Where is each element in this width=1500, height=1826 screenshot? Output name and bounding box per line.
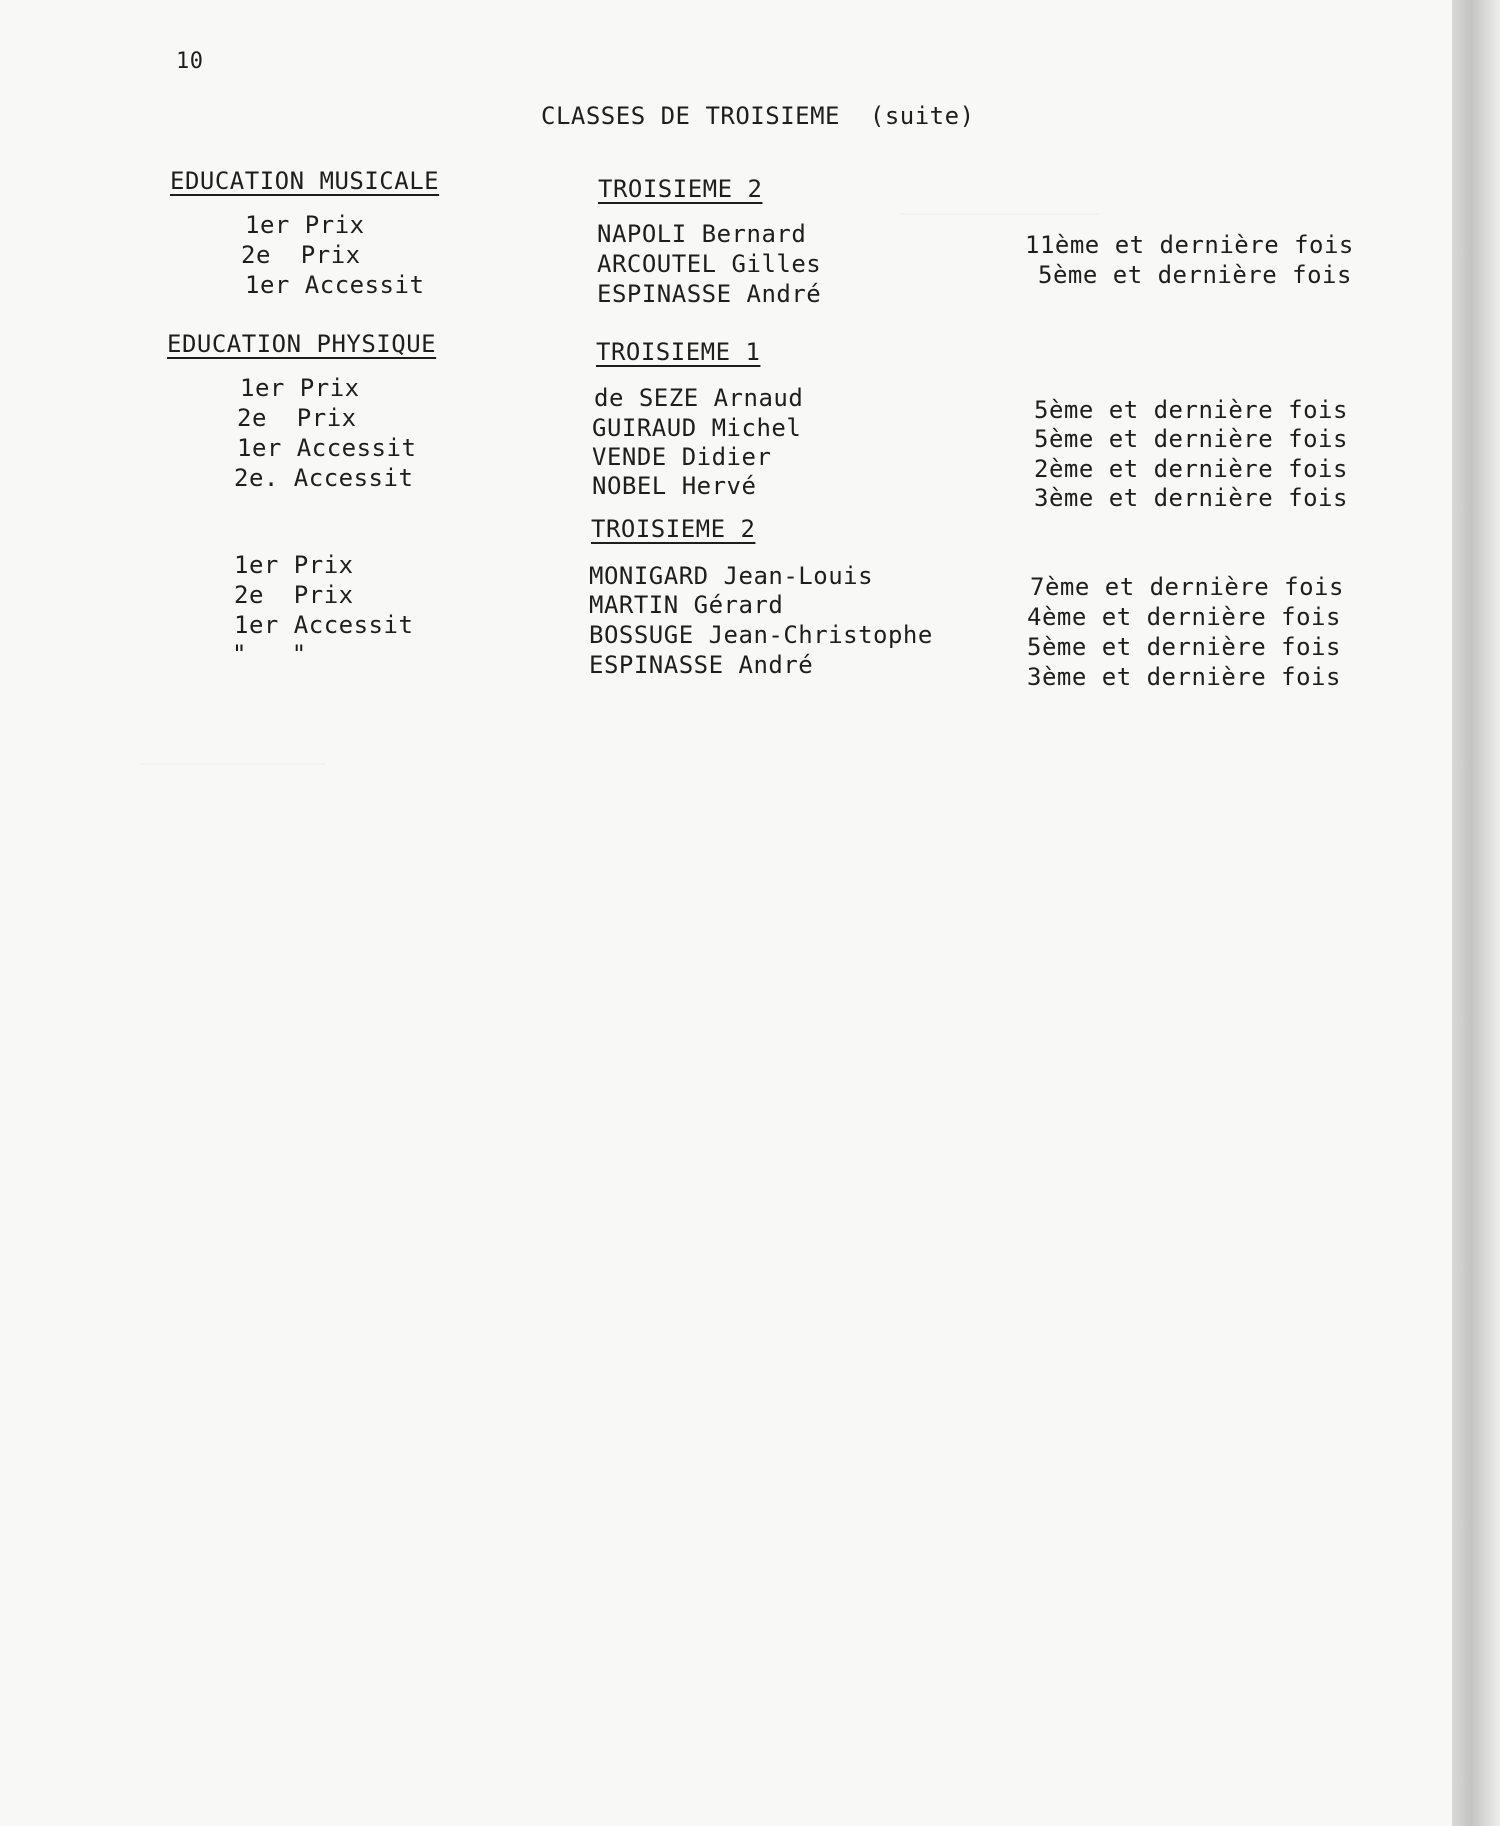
student-name: VENDE Didier: [592, 443, 772, 471]
section-heading-education-musicale: EDUCATION MUSICALE: [170, 167, 440, 195]
section-heading-education-physique: EDUCATION PHYSIQUE: [167, 330, 437, 358]
award-label: 2e Prix: [241, 241, 361, 269]
award-label-ditto: " ": [232, 640, 307, 668]
show-through-text: ______________: [140, 740, 326, 765]
page-number: 10: [176, 49, 204, 74]
student-name: BOSSUGE Jean-Christophe: [589, 621, 933, 649]
class-heading: TROISIEME 2: [598, 175, 763, 203]
class-heading: TROISIEME 1: [596, 338, 761, 366]
award-note: 3ème et dernière fois: [1027, 663, 1341, 691]
student-name: ARCOUTEL Gilles: [597, 250, 822, 278]
student-name: ESPINASSE André: [597, 280, 822, 308]
award-note: 2ème et dernière fois: [1034, 455, 1348, 483]
award-label: 1er Prix: [234, 551, 354, 579]
award-note: 4ème et dernière fois: [1027, 603, 1341, 631]
award-note: 5ème et dernière fois: [1027, 633, 1341, 661]
award-label: 2e Prix: [234, 581, 354, 609]
student-name: NOBEL Hervé: [592, 472, 757, 500]
student-name: MARTIN Gérard: [589, 591, 784, 619]
award-note: 11ème et dernière fois: [1025, 231, 1354, 259]
scan-background-edge: [1452, 0, 1500, 1826]
award-label: 1er Prix: [240, 374, 360, 402]
show-through-text: _______________: [900, 190, 1099, 215]
award-note: 5ème et dernière fois: [1034, 396, 1348, 424]
class-heading: TROISIEME 2: [591, 515, 756, 543]
award-note: 5ème et dernière fois: [1034, 425, 1348, 453]
award-label: 1er Accessit: [245, 271, 425, 299]
award-note: 3ème et dernière fois: [1034, 484, 1348, 512]
page-title: CLASSES DE TROISIEME (suite): [541, 102, 975, 130]
award-note: 5ème et dernière fois: [1038, 261, 1352, 289]
award-label: 2e. Accessit: [234, 464, 414, 492]
award-label: 1er Accessit: [234, 611, 414, 639]
student-name: NAPOLI Bernard: [597, 220, 807, 248]
award-note: 7ème et dernière fois: [1030, 573, 1344, 601]
student-name: GUIRAUD Michel: [592, 414, 802, 442]
student-name: ESPINASSE André: [589, 651, 814, 679]
award-label: 2e Prix: [237, 404, 357, 432]
award-label: 1er Prix: [245, 211, 365, 239]
student-name: MONIGARD Jean-Louis: [589, 562, 874, 590]
award-label: 1er Accessit: [237, 434, 417, 462]
student-name: de SEZE Arnaud: [594, 384, 804, 412]
